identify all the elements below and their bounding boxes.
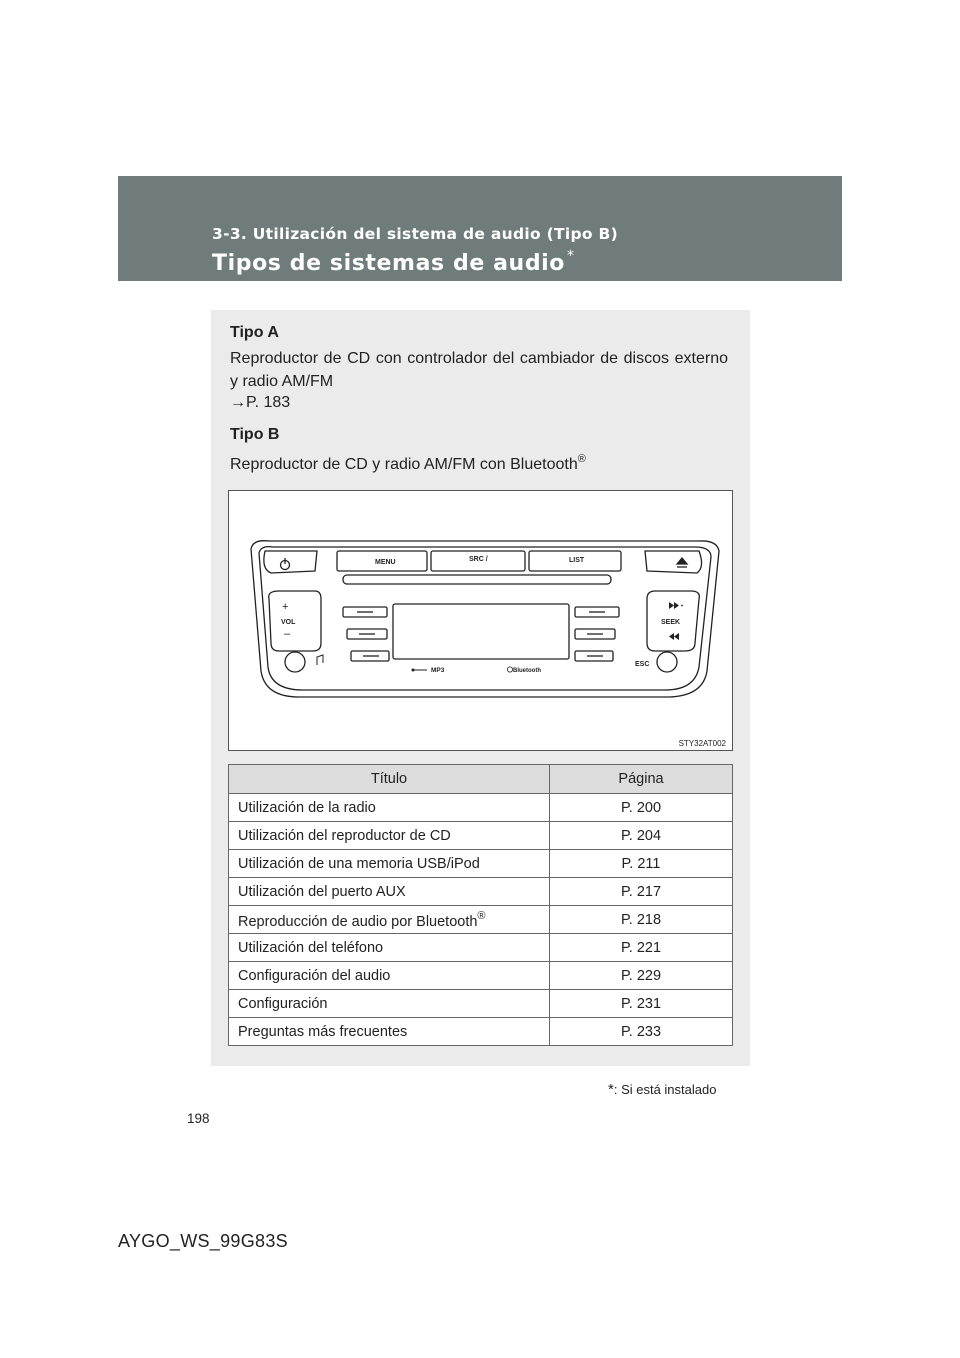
mp3-label: MP3 — [431, 667, 445, 674]
type-b-title: Tipo B — [230, 426, 280, 443]
vol-plus-label: + — [282, 601, 289, 613]
chapter-header — [118, 176, 842, 281]
page-title — [212, 248, 575, 276]
row-page: P. 218 — [550, 906, 733, 934]
row-page: P. 200 — [550, 794, 733, 822]
aux-knob — [285, 652, 305, 672]
vol-label: VOL — [281, 619, 296, 626]
src-label: SRC / — [469, 556, 488, 563]
title-asterisk: * — [567, 248, 575, 264]
registered-mark: ® — [577, 453, 586, 465]
footnote — [608, 1081, 716, 1098]
bluetooth-label: Bluetooth — [513, 668, 541, 674]
section-title: 3-3. Utilización del sistema de audio (Tipo B) — [212, 225, 619, 243]
table-row — [229, 990, 733, 1018]
table-header-row — [229, 765, 733, 794]
power-button — [264, 551, 317, 573]
footnote-asterisk: * — [608, 1081, 614, 1098]
column-header-page: Página — [550, 765, 733, 794]
audio-unit-figure — [228, 490, 733, 751]
type-a-description: Reproductor de CD con controlador del cambiador de discos externo y radio AM/FM — [230, 350, 728, 390]
vol-minus-label: – — [284, 628, 291, 640]
type-b-description — [230, 448, 586, 476]
row-page: P. 229 — [550, 962, 733, 990]
row-page: P. 231 — [550, 990, 733, 1018]
row-title: Preguntas más frecuentes — [229, 1018, 550, 1046]
type-b-description-text: Reproductor de CD y radio AM/FM con Bluetooth — [230, 456, 578, 473]
registered-mark: ® — [477, 909, 486, 922]
figure-code: STY32AT002 — [678, 739, 726, 748]
type-a-title: Tipo A — [230, 324, 279, 341]
table-row — [229, 850, 733, 878]
cd-slot — [343, 575, 611, 584]
row-title: Utilización del puerto AUX — [229, 878, 550, 906]
row-page: P. 221 — [550, 934, 733, 962]
row-title: Configuración — [229, 990, 550, 1018]
page-number: 198 — [187, 1111, 210, 1126]
display-screen — [393, 604, 569, 659]
table-row — [229, 962, 733, 990]
row-page: P. 233 — [550, 1018, 733, 1046]
table-row — [229, 934, 733, 962]
contents-table — [228, 764, 733, 1046]
row-title-text: Reproducción de audio por Bluetooth — [238, 913, 478, 930]
page-title-text: Tipos de sistemas de audio — [212, 251, 566, 276]
content-panel — [211, 310, 750, 1066]
table-row — [229, 794, 733, 822]
menu-label: MENU — [375, 559, 396, 566]
table-row — [229, 906, 733, 934]
row-page: P. 211 — [550, 850, 733, 878]
row-title: Configuración del audio — [229, 962, 550, 990]
document-id: AYGO_WS_99G83S — [118, 1231, 288, 1251]
table-row — [229, 878, 733, 906]
eject-button — [645, 551, 702, 573]
seek-label: SEEK — [661, 619, 681, 626]
row-title: Utilización de una memoria USB/iPod — [229, 850, 550, 878]
audio-unit-illustration — [229, 491, 732, 750]
list-label: LIST — [569, 557, 585, 564]
footnote-text: : Si está instalado — [613, 1082, 717, 1097]
row-title: Utilización del reproductor de CD — [229, 822, 550, 850]
type-a-page-ref: →P. 183 — [230, 394, 291, 411]
column-header-title: Título — [229, 765, 550, 794]
row-page: P. 204 — [550, 822, 733, 850]
esc-knob — [657, 652, 677, 672]
faceplate-inner-outline — [259, 547, 711, 690]
esc-label: ESC — [635, 661, 650, 668]
row-title — [229, 906, 550, 934]
row-title: Utilización de la radio — [229, 794, 550, 822]
row-title: Utilización del teléfono — [229, 934, 550, 962]
row-page: P. 217 — [550, 878, 733, 906]
table-row — [229, 822, 733, 850]
table-row — [229, 1018, 733, 1046]
